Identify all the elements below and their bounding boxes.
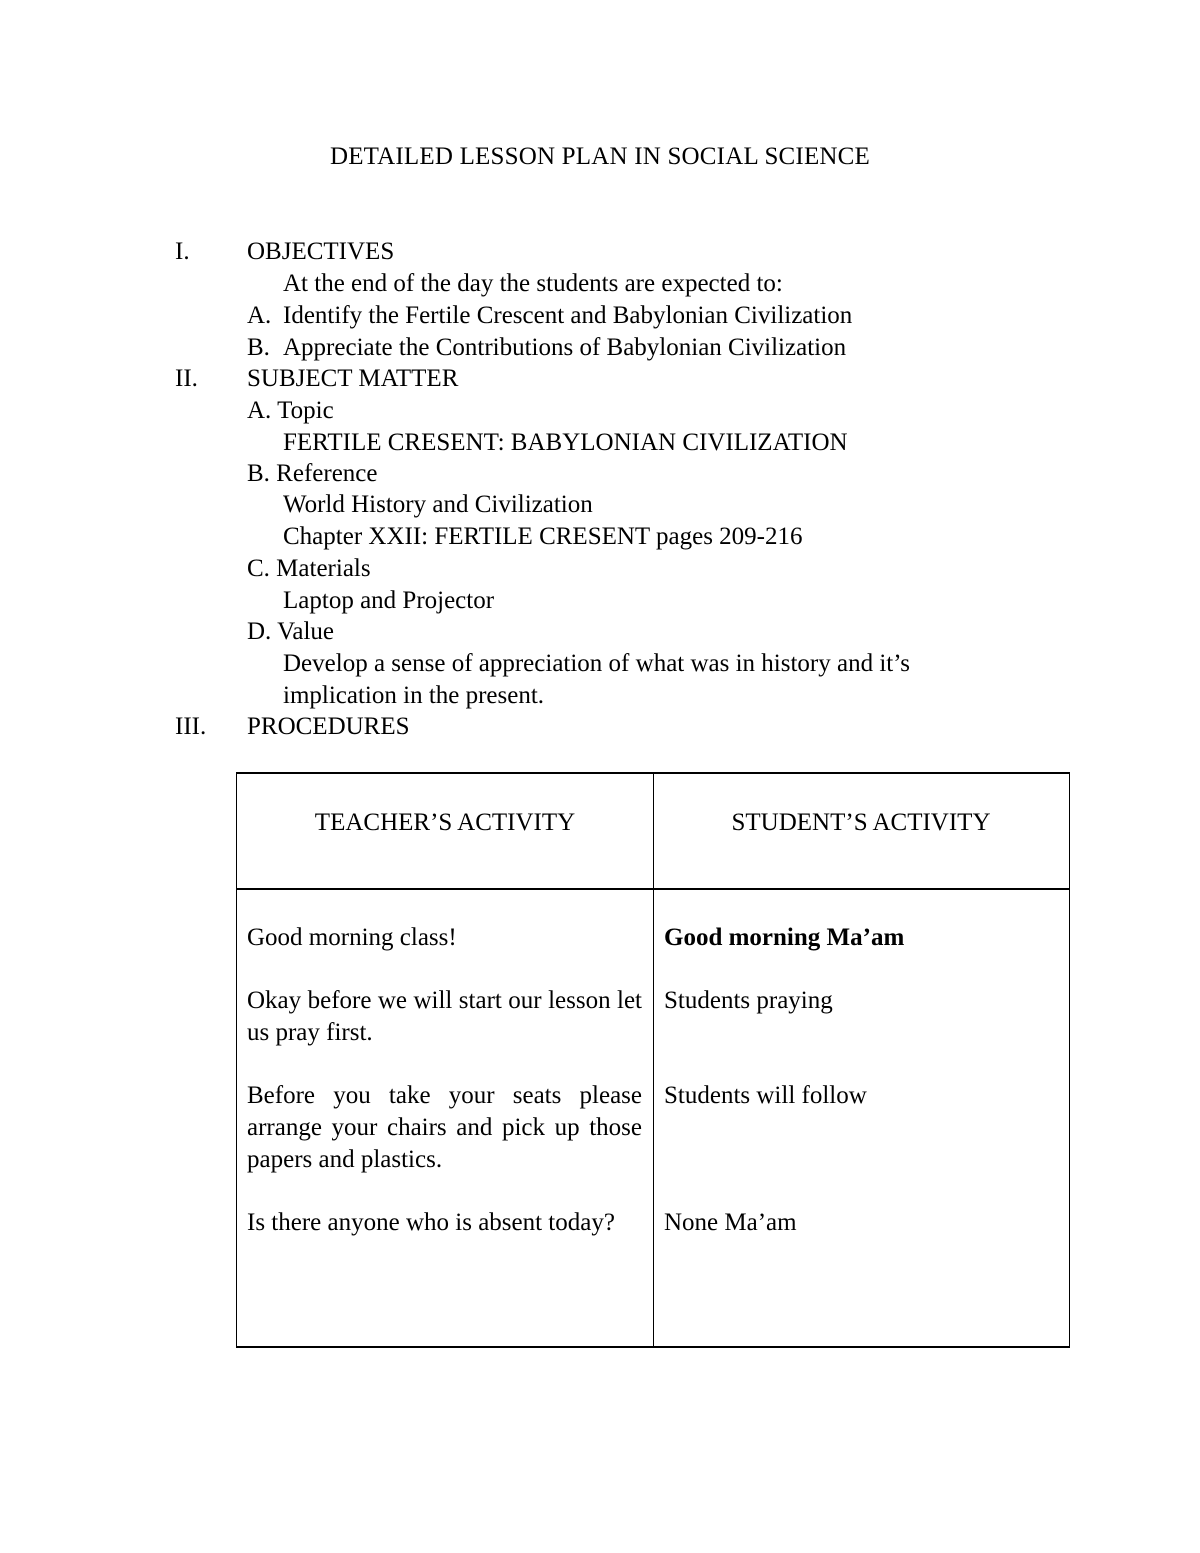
- objective-b-text: Appreciate the Contributions of Babylonian Civilization: [283, 334, 847, 361]
- table-row-4-teacher: Is there anyone who is absent today?: [247, 1209, 615, 1236]
- value-line-2: implication in the present.: [283, 682, 545, 709]
- document-title: DETAILED LESSON PLAN IN SOCIAL SCIENCE: [329, 143, 871, 170]
- table-row-4-student: None Ma’am: [664, 1209, 797, 1236]
- topic-value: FERTILE CRESENT: BABYLONIAN CIVILIZATION: [283, 429, 848, 456]
- objective-a-letter: A.: [247, 302, 272, 329]
- topic-label: A. Topic: [247, 397, 334, 424]
- value-line-1: Develop a sense of appreciation of what was in history and it’s: [283, 650, 910, 677]
- section-heading-objectives: OBJECTIVES: [247, 238, 395, 265]
- reference-line-1: World History and Civilization: [283, 491, 593, 518]
- objective-a-text: Identify the Fertile Crescent and Babylonian Civilization: [283, 302, 853, 329]
- objective-b-letter: B.: [247, 334, 270, 361]
- materials-value: Laptop and Projector: [283, 587, 495, 614]
- table-row-3-student: Students will follow: [664, 1082, 867, 1109]
- reference-label: B. Reference: [247, 460, 378, 487]
- table-header-divider: [237, 888, 1069, 890]
- table-row-1-teacher: Good morning class!: [247, 924, 457, 951]
- section-numeral-objectives: I.: [175, 238, 190, 265]
- activity-table: [236, 772, 1070, 1348]
- section-numeral-procedures: III.: [175, 713, 207, 740]
- value-label: D. Value: [247, 618, 335, 645]
- table-row-2-student: Students praying: [664, 987, 833, 1014]
- table-row-2-teacher: Okay before we will start our lesson let us pray first.: [247, 987, 642, 1046]
- table-row-1-student: Good morning Ma’am: [664, 924, 905, 951]
- table-column-divider: [653, 774, 654, 1346]
- table-row-3-teacher: Before you take your seats please arrange your chairs and pick up those papers and plastics.: [247, 1082, 642, 1173]
- materials-label: C. Materials: [247, 555, 371, 582]
- section-numeral-subject-matter: II.: [175, 365, 198, 392]
- section-heading-procedures: PROCEDURES: [247, 713, 410, 740]
- objectives-intro: At the end of the day the students are expected to:: [283, 270, 783, 297]
- section-heading-subject-matter: SUBJECT MATTER: [247, 365, 459, 392]
- header-student-activity: STUDENT’S ACTIVITY: [731, 809, 991, 836]
- reference-line-2: Chapter XXII: FERTILE CRESENT pages 209-216: [283, 523, 803, 550]
- header-teacher-activity: TEACHER’S ACTIVITY: [314, 809, 576, 836]
